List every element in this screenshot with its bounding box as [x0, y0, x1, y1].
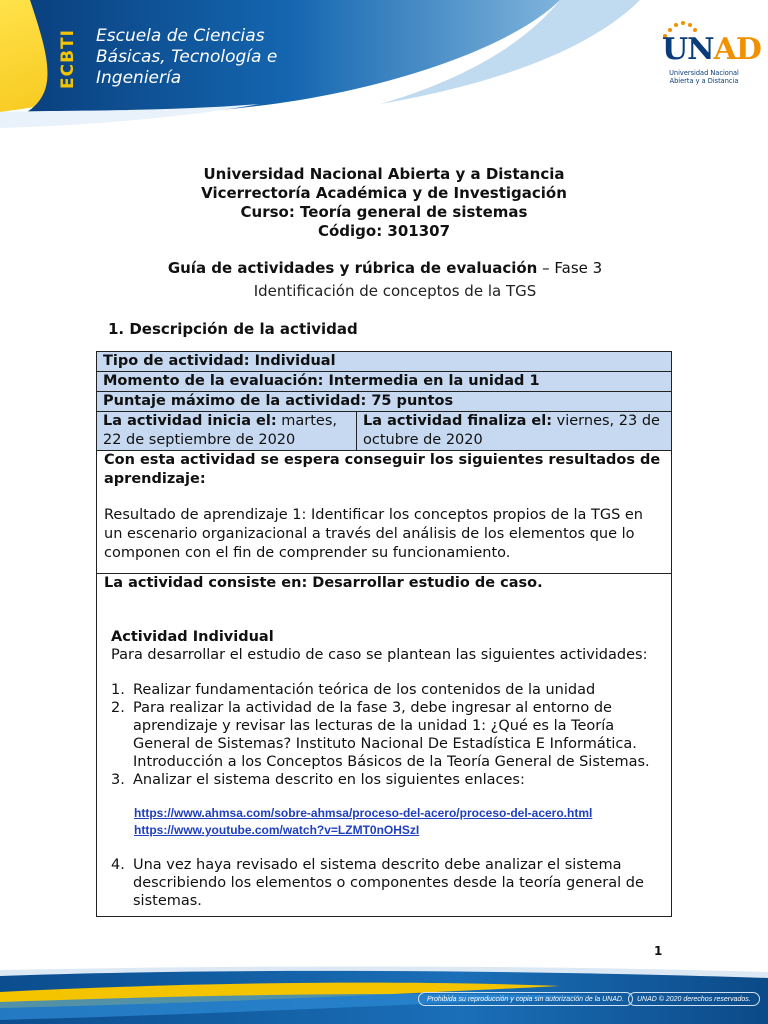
unad-wordmark: [662, 32, 761, 67]
activity-table: [96, 351, 672, 917]
activity-list-continued: [104, 856, 664, 910]
unad-subtitle-line1: Universidad Nacional: [669, 69, 739, 77]
list-item-text: Una vez haya revisado el sistema descrito debe analizar el sistema describiendo los elementos o componentes desde la teoría general de sistemas.: [133, 857, 644, 909]
activity-cell: [97, 574, 671, 916]
end-date-value: viernes, 23 de octubre de 2020: [363, 413, 660, 448]
section-title: 1. Descripción de la actividad: [108, 320, 358, 338]
school-name-line1: Escuela de Ciencias: [96, 26, 265, 46]
start-date-value: martes, 22 de septiembre de 2020: [103, 413, 337, 448]
row-momento: [97, 372, 671, 392]
page-number: 1: [654, 944, 663, 958]
puntaje-text: Puntaje máximo de la actividad: 75 puntos: [103, 393, 454, 409]
activity-consiste: La actividad consiste en: Desarrollar estudio de caso.: [104, 575, 543, 591]
results-text: Resultado de aprendizaje 1: Identificar los conceptos propios de la TGS en un escenario organizacional a través del análisis de los elementos que lo componen con el fin de comprender su funcionamiento.: [104, 507, 643, 561]
guide-subtitle: Identificación de conceptos de la TGS: [253, 282, 537, 300]
vicerrectoria-title: Vicerrectoría Académica y de Investigación: [201, 184, 567, 202]
links-block: [104, 805, 664, 839]
unad-subtitle: [658, 70, 750, 85]
ecbti-label: ECBTI: [58, 29, 78, 89]
header-banner: [0, 0, 768, 130]
list-item: [111, 771, 664, 789]
list-item-number: 2.: [111, 700, 125, 716]
list-item-text: Realizar fundamentación teórica de los contenidos de la unidad: [133, 682, 596, 698]
university-title: Universidad Nacional Abierta y a Distancia: [203, 165, 565, 183]
logo-letters-ad: AD: [713, 32, 761, 67]
list-item: [111, 699, 664, 771]
end-date-label: La actividad finaliza el:: [363, 413, 553, 429]
row-tipo: [97, 352, 671, 372]
unad-logo: [648, 20, 761, 90]
list-item-text: Para realizar la actividad de la fase 3, debe ingresar al entorno de aprendizaje y revisar las lecturas de la unidad 1: ¿Qué es la Teoría General de Sistemas? Instituto Nacional De Estadística E Informática. Introducción a los Conceptos Básicos de la Teoría General de Sistemas.: [133, 700, 650, 770]
end-date-cell: [357, 412, 671, 450]
course-code: Código: 301307: [317, 222, 451, 240]
row-dates: [97, 412, 671, 451]
guide-title-bold: Guía de actividades y rúbrica de evaluación: [167, 259, 538, 277]
unad-subtitle-line2: Abierta y a Distancia: [669, 76, 739, 85]
document-titles: [0, 165, 768, 241]
logo-letter-n: N: [687, 32, 714, 67]
individual-heading: Actividad Individual: [111, 629, 274, 645]
start-date-cell: [97, 412, 357, 450]
course-title: Curso: Teoría general de sistemas: [240, 203, 528, 221]
youtube-link[interactable]: https://www.youtube.com/watch?v=LZMT0nOHSzI: [134, 823, 420, 837]
list-item-number: 3.: [111, 772, 125, 788]
list-item: [111, 856, 664, 910]
ahmsa-link[interactable]: https://www.ahmsa.com/sobre-ahmsa/proceso-del-acero/proceso-del-acero.html: [134, 806, 593, 820]
school-name-line2: Básicas, Tecnología e: [96, 47, 278, 67]
individual-intro: Para desarrollar el estudio de caso se plantean las siguientes actividades:: [111, 647, 648, 663]
footer-rights-notice: UNAD © 2020 derechos reservados.: [628, 992, 760, 1006]
school-name-line3: Ingeniería: [96, 68, 182, 88]
guide-title-phase: – Fase 3: [537, 259, 603, 277]
start-date-label: La actividad inicia el:: [103, 413, 277, 429]
activity-list: [104, 681, 664, 789]
results-cell: [97, 451, 671, 574]
tipo-text: Tipo de actividad: Individual: [103, 353, 336, 369]
list-item-number: 1.: [111, 682, 125, 698]
list-item: [111, 681, 664, 699]
logo-letter-u: U: [662, 32, 688, 67]
guide-title: [0, 259, 768, 277]
list-item-number: 4.: [111, 857, 125, 873]
momento-text: Momento de la evaluación: Intermedia en la unidad 1: [103, 373, 540, 389]
footer-copyright-notice: Prohibida su reproducción y copia sin autorización de la UNAD.: [418, 992, 633, 1006]
list-item-text: Analizar el sistema descrito en los siguientes enlaces:: [133, 772, 525, 788]
school-name: [96, 26, 277, 89]
results-heading: Con esta actividad se espera conseguir los siguientes resultados de aprendizaje:: [104, 452, 661, 487]
row-puntaje: [97, 392, 671, 412]
